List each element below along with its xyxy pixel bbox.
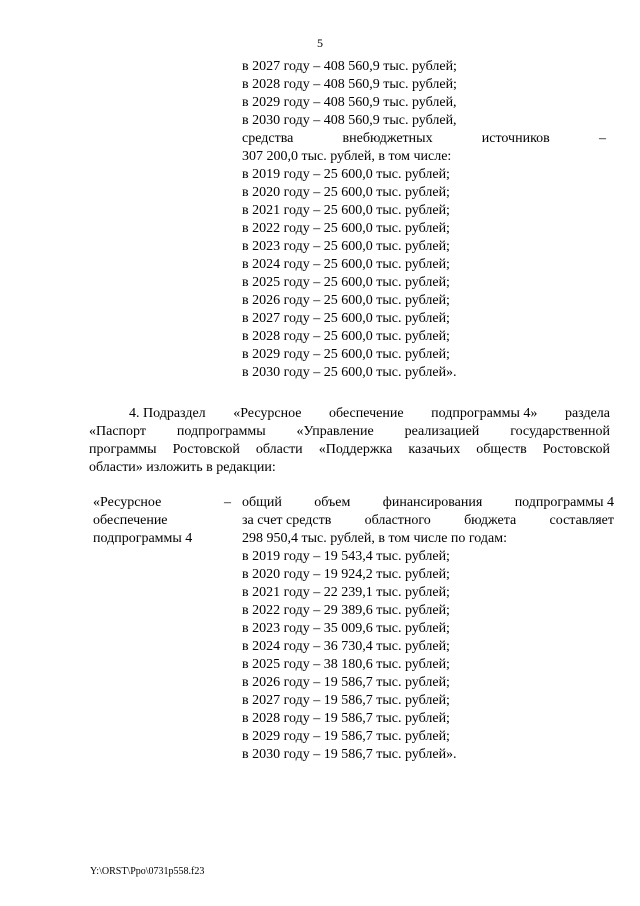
- word: области: [255, 442, 303, 457]
- dash: –: [599, 131, 606, 146]
- list-item: в 2027 году – 408 560,9 тыс. рублей;: [242, 59, 457, 74]
- list-item: в 2024 году – 36 730,4 тыс. рублей;: [242, 639, 450, 654]
- word: обеспечение: [329, 406, 404, 421]
- paragraph-line: [89, 405, 610, 423]
- list-item: в 2030 году – 408 560,9 тыс. рублей,: [242, 113, 457, 128]
- funding-list-extra-budget: [242, 166, 614, 382]
- word: областного: [364, 513, 431, 528]
- word: внебюджетных: [342, 131, 433, 146]
- list-item: в 2023 году – 35 009,6 тыс. рублей;: [242, 621, 450, 636]
- list-item: в 2020 году – 25 600,0 тыс. рублей;: [242, 185, 450, 200]
- paragraph-line: области» изложить в редакции:: [89, 460, 276, 475]
- resource-label: [93, 494, 192, 548]
- extra-budget-total: 307 200,0 тыс. рублей, в том числе:: [242, 149, 452, 164]
- list-item: в 2022 году – 25 600,0 тыс. рублей;: [242, 221, 450, 236]
- word: составляет: [549, 513, 614, 528]
- list-item: в 2028 году – 19 586,7 тыс. рублей;: [242, 711, 450, 726]
- word: 4. Подраздел: [129, 406, 206, 421]
- word: подпрограммы: [176, 424, 266, 439]
- list-item: в 2020 году – 19 924,2 тыс. рублей;: [242, 567, 450, 582]
- page-number: 5: [317, 36, 323, 50]
- file-path-footer: Y:\ORST\Ppo\0731p558.f23: [90, 866, 205, 877]
- word: источников: [481, 131, 550, 146]
- paragraph-line: [89, 441, 610, 459]
- description-line: 298 950,4 тыс. рублей, в том числе по годам:: [242, 531, 507, 546]
- description-line: [242, 494, 614, 512]
- word: «Поддержка: [318, 442, 393, 457]
- word: объем: [314, 495, 351, 510]
- word: подпрограммы 4»: [431, 406, 538, 421]
- label-dash: –: [224, 495, 231, 510]
- word: раздела: [564, 406, 610, 421]
- word: реализацией: [404, 424, 480, 439]
- list-item: в 2026 году – 19 586,7 тыс. рублей;: [242, 675, 450, 690]
- word: финансирования: [382, 495, 483, 510]
- label-line: обеспечение: [93, 513, 168, 528]
- list-item: в 2026 году – 25 600,0 тыс. рублей;: [242, 293, 450, 308]
- resource-description: [242, 494, 614, 548]
- word: Ростовской: [172, 442, 240, 457]
- list-item: в 2022 году – 29 389,6 тыс. рублей;: [242, 603, 450, 618]
- paragraph-line: [89, 423, 610, 441]
- list-item: в 2025 году – 38 180,6 тыс. рублей;: [242, 657, 450, 672]
- word: «Паспорт: [89, 424, 146, 439]
- list-item: в 2028 году – 408 560,9 тыс. рублей;: [242, 77, 457, 92]
- label-line: подпрограммы 4: [93, 531, 193, 546]
- list-item: в 2030 году – 19 586,7 тыс. рублей».: [242, 747, 457, 762]
- list-item: в 2029 году – 19 586,7 тыс. рублей;: [242, 729, 450, 744]
- list-item: в 2029 году – 408 560,9 тыс. рублей,: [242, 95, 457, 110]
- word: «Ресурсное: [233, 406, 302, 421]
- word: Ростовской: [542, 442, 610, 457]
- funding-list-subprogram-4: [242, 548, 614, 764]
- description-line: [242, 512, 614, 530]
- paragraph-4: [89, 405, 610, 477]
- list-item: в 2028 году – 25 600,0 тыс. рублей;: [242, 329, 450, 344]
- list-item: в 2019 году – 25 600,0 тыс. рублей;: [242, 167, 450, 182]
- word: общий: [242, 495, 282, 510]
- word: «Управление: [296, 424, 374, 439]
- word: обществ: [476, 442, 527, 457]
- list-item: в 2023 году – 25 600,0 тыс. рублей;: [242, 239, 450, 254]
- list-item: в 2025 году – 25 600,0 тыс. рублей;: [242, 275, 450, 290]
- word: подпрограммы 4: [514, 495, 614, 510]
- word: средства: [242, 131, 294, 146]
- list-item: в 2021 году – 22 239,1 тыс. рублей;: [242, 585, 450, 600]
- list-item: в 2019 году – 19 543,4 тыс. рублей;: [242, 549, 450, 564]
- list-item: в 2024 году – 25 600,0 тыс. рублей;: [242, 257, 450, 272]
- list-item: в 2030 году – 25 600,0 тыс. рублей».: [242, 365, 457, 380]
- word: казачьих: [408, 442, 461, 457]
- label-line: «Ресурсное: [93, 495, 162, 510]
- word: за счет средств: [242, 513, 332, 528]
- word: бюджета: [464, 513, 517, 528]
- list-item: в 2029 году – 25 600,0 тыс. рублей;: [242, 347, 450, 362]
- word: программы: [89, 442, 157, 457]
- extra-budget-heading: [242, 130, 606, 148]
- list-item: в 2021 году – 25 600,0 тыс. рублей;: [242, 203, 450, 218]
- word: государственной: [510, 424, 610, 439]
- funding-list-regional: [242, 58, 614, 130]
- list-item: в 2027 году – 25 600,0 тыс. рублей;: [242, 311, 450, 326]
- list-item: в 2027 году – 19 586,7 тыс. рублей;: [242, 693, 450, 708]
